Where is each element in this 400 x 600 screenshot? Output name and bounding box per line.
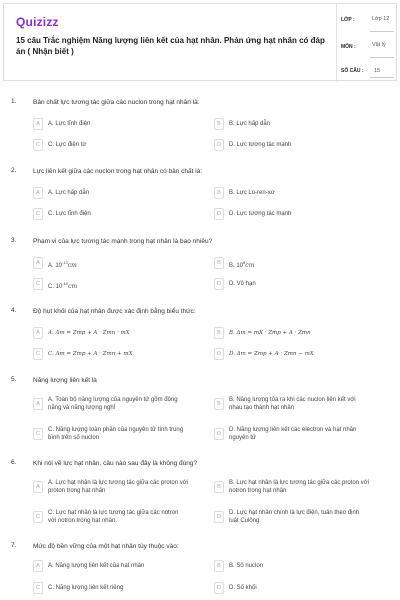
option-letter-box: A (33, 398, 43, 410)
option-text: D. Số khối (229, 585, 257, 591)
option-exponent: -10 (62, 281, 69, 286)
option-letter-box: B (214, 560, 224, 572)
option-letter-box: B (214, 327, 224, 339)
subject-value: Vật lý (372, 42, 386, 48)
option-text: C. Lực hạt nhân là lực tương tác giữa các notron với notron trong hạt nhân. (48, 510, 179, 524)
option-text: C. Năng lượng liên kết riêng (48, 585, 124, 591)
option-text: B. Năng lượng tỏa ra khi các nuclon liên kết với nhau tạo thành hạt nhân (229, 397, 356, 411)
question-text: Năng lượng liên kết là (33, 377, 97, 384)
option-text: D. Δm = Zmp + A · Zmn − mX (229, 351, 314, 357)
question-number: 4. (11, 307, 17, 314)
option-letter-box: C (33, 278, 43, 290)
option-letter-box: C (33, 348, 43, 360)
class-underline (370, 31, 394, 32)
question-text: Bản chất lực tương tác giữa các nuclon trong hạt nhân là: (33, 99, 200, 106)
option-letter-box: A (33, 560, 43, 572)
option-text (48, 280, 188, 291)
option-text: C. Δm = Zmp + A · Zmn + mX (48, 351, 133, 357)
option-letter-box: A (33, 327, 43, 339)
option-letter-box: B (214, 398, 224, 410)
subject-underline (370, 57, 394, 58)
option-text: A. Năng lượng liên kết của hạt nhân (48, 563, 145, 569)
option-letter-box: C (33, 139, 43, 151)
question-number: 2. (11, 167, 17, 174)
question-number: 1. (11, 98, 17, 105)
question-number: 3. (11, 237, 17, 244)
option-exponent: -13 (62, 260, 68, 265)
question-number: 7. (11, 542, 17, 549)
option-text: D. Lực hạt nhân chính là lực điện, tuân theo định luật Culông (229, 510, 360, 524)
option-letter-box: C (33, 582, 43, 594)
option-text: B. Số nuclon (229, 563, 264, 569)
option-letter-box: C (33, 208, 43, 220)
option-text: D. Lực tương tác mạnh (229, 142, 292, 148)
question-text: Khi nói về lực hạt nhân, câu nào sau đây là không đúng? (33, 460, 198, 467)
option-text: A. Lực hạt nhân là lực tương tác giữa các proton với proton trong hạt nhân (48, 480, 189, 494)
subject-label: MÔN : (341, 44, 356, 50)
option-text-base: A. 10 (48, 263, 63, 269)
option-letter-box: D (214, 348, 224, 360)
option-text: B. Δm = mX · Zmp + A · Zmn (229, 330, 311, 336)
option-text: B. Lực hấp dẫn (229, 121, 271, 127)
class-value: Lớp 12 (372, 16, 390, 22)
option-text: A. Lực tĩnh điện (48, 121, 91, 127)
question-text: Mức độ bền vững của một hạt nhân tùy thuộc vào: (33, 543, 179, 550)
option-text: C. Lực tĩnh điện (48, 211, 91, 217)
option-letter-box: B (214, 481, 224, 493)
option-text: D. Lực tương tác mạnh (229, 211, 292, 217)
question-text: Lực liên kết giữa các nuclon trong hạt nhân có bản chất là: (33, 168, 203, 175)
option-text: B. Lực hạt nhân là lực tương tác giữa các proton với notron trong hạt nhân (229, 480, 370, 494)
question-number: 6. (11, 459, 17, 466)
option-letter-box: C (33, 511, 43, 523)
option-letter-box: D (214, 428, 224, 440)
class-label: LỚP : (341, 17, 355, 23)
option-text: A. Toàn bộ năng lượng của nguyên tử gồm động năng và năng lượng nghỉ (48, 397, 178, 411)
question-count-value: 15 (374, 68, 381, 74)
option-unit: cm (67, 262, 77, 269)
option-letter-box: D (214, 278, 224, 290)
option-text: A. Δm = Zmp + A · Zmn · mX (48, 330, 130, 336)
option-text: C. Lực điện từ (48, 142, 87, 148)
option-letter-box: A (33, 187, 43, 199)
option-exponent: 8 (243, 260, 246, 265)
option-text (48, 259, 188, 270)
option-text: D. Vô hạn (229, 281, 256, 287)
quizizz-logo: Quizizz (16, 15, 59, 29)
option-letter-box: D (214, 208, 224, 220)
worksheet-header (3, 3, 397, 81)
question-text: Độ hụt khối của hạt nhân được xác định bằng biểu thức: (33, 308, 196, 315)
worksheet-title: 15 câu Trắc nghiệm Năng lượng liên kết của hạt nhân. Phản ứng hạt nhân có đáp án ( Nhận biết ) (16, 36, 325, 56)
question-number: 5. (11, 376, 17, 383)
option-letter-box: D (214, 511, 224, 523)
option-text: D. Năng lượng liên kết các electron và hạt nhân nguyên tử (229, 427, 357, 441)
option-text: B. Lực Lo-ren-xơ (229, 190, 275, 196)
option-letter-box: B (214, 257, 224, 269)
option-text-base: B. 10 (229, 263, 244, 269)
option-text (229, 259, 369, 270)
option-letter-box: A (33, 257, 43, 269)
option-letter-box: B (214, 187, 224, 199)
option-letter-box: C (33, 428, 43, 440)
option-unit: cm (245, 262, 255, 269)
option-text-base: C. 10 (48, 284, 63, 290)
option-unit: cm (68, 283, 78, 290)
question-text: Phạm vi của lực tương tác mạnh trong hạt nhân là bao nhiêu? (33, 238, 213, 245)
option-text: A. Lực hấp dẫn (48, 190, 90, 196)
option-letter-box: A (33, 481, 43, 493)
option-letter-box: B (214, 118, 224, 130)
option-letter-box: A (33, 118, 43, 130)
question-count-label: SỐ CÂU : (341, 68, 364, 74)
question-count-underline (370, 77, 394, 78)
option-text: C. Năng lượng toàn phần của nguyên tử tính trung bình trên số nuclon (48, 427, 184, 441)
option-letter-box: D (214, 582, 224, 594)
meta-divider (336, 4, 337, 82)
option-letter-box: D (214, 139, 224, 151)
